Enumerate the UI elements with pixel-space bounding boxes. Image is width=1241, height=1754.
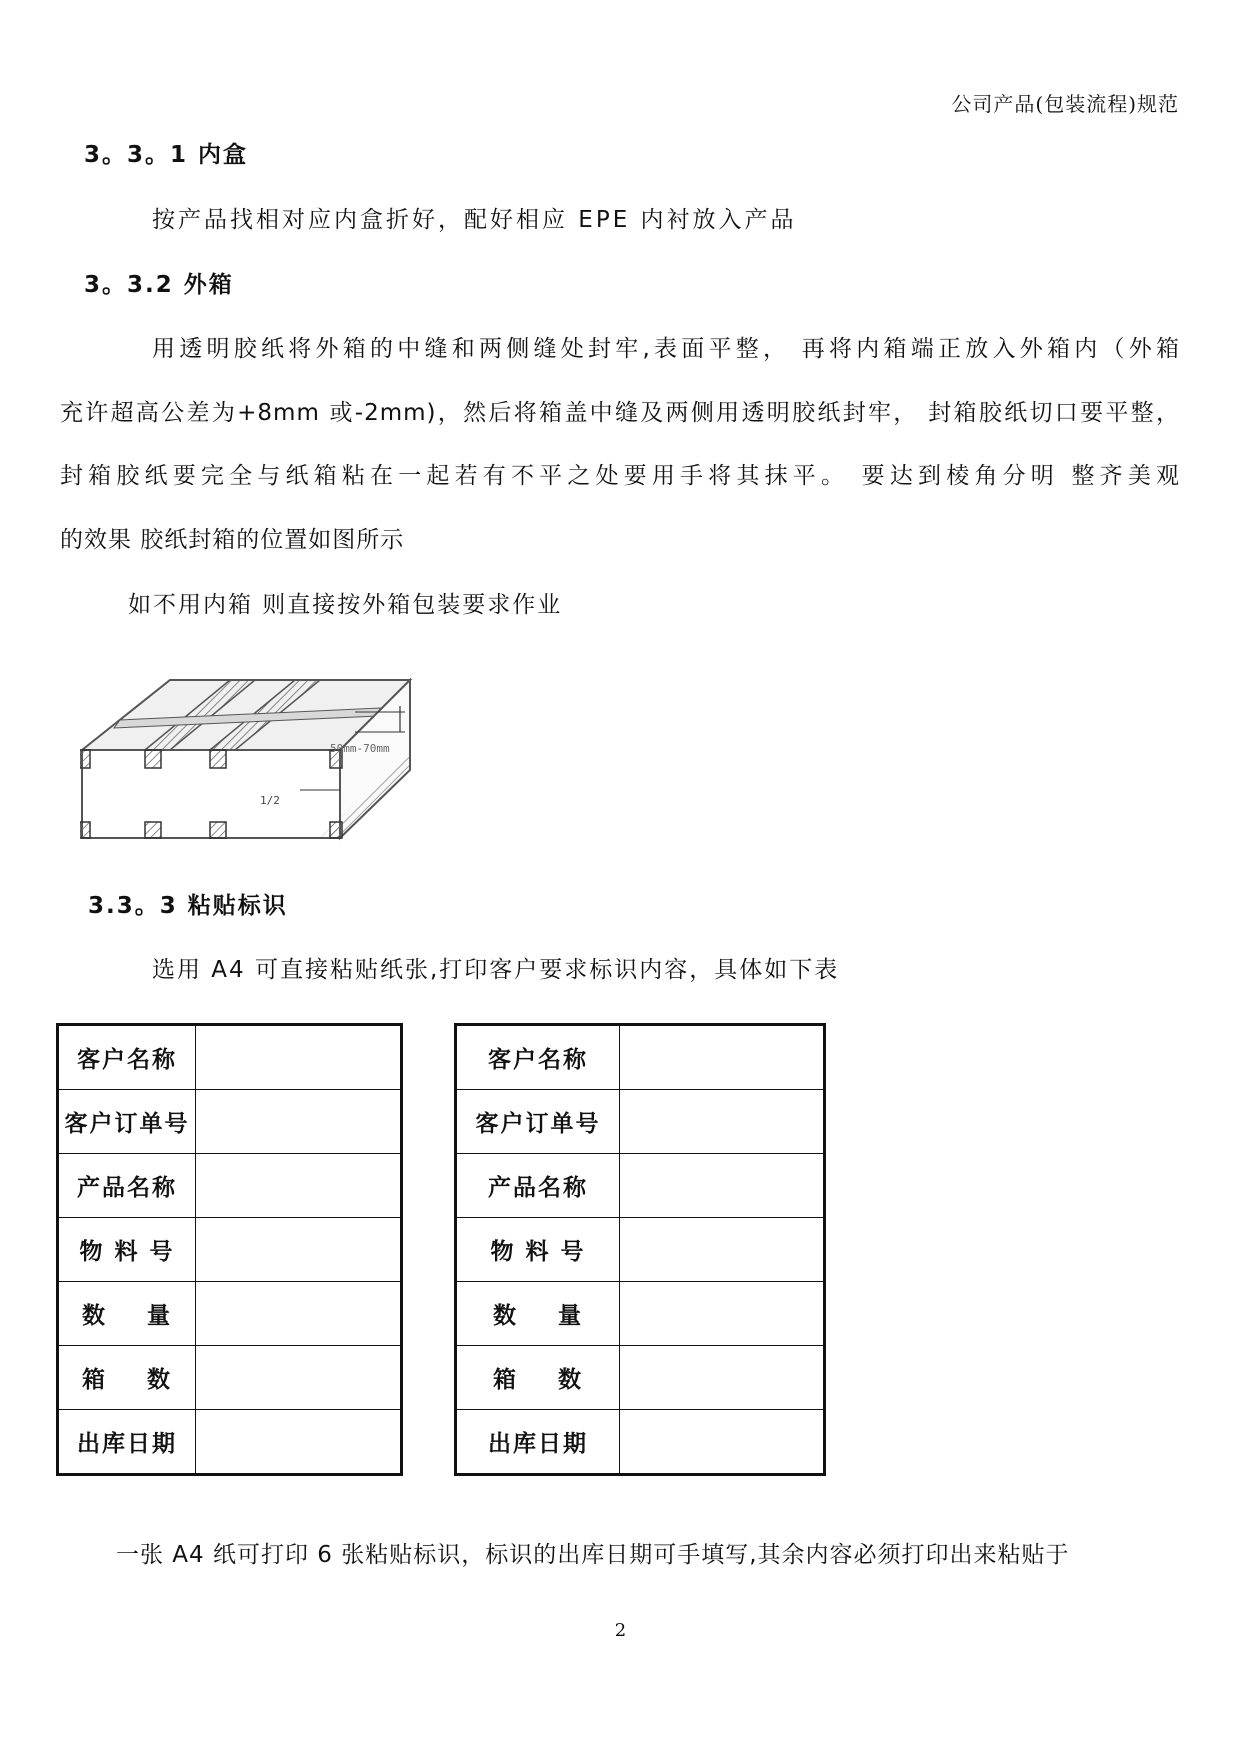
section-heading-3-3-2: 3。3.2 外箱 bbox=[84, 272, 234, 298]
label-value-cell bbox=[196, 1090, 402, 1154]
table-row bbox=[58, 1090, 402, 1154]
tape-square bbox=[210, 750, 226, 768]
table-row bbox=[456, 1025, 825, 1090]
label-key: 产品名称 bbox=[58, 1154, 196, 1218]
tape-square bbox=[145, 750, 161, 768]
label-value-cell bbox=[620, 1346, 825, 1410]
label-value-cell bbox=[196, 1025, 402, 1090]
table-row bbox=[456, 1154, 825, 1218]
box-sealing-diagram bbox=[80, 670, 420, 850]
label-value-cell bbox=[620, 1090, 825, 1154]
half-label: 1/2 bbox=[260, 794, 280, 807]
label-table-right bbox=[454, 1023, 826, 1476]
paragraph-note: 如不用内箱 则直接按外箱包装要求作业 bbox=[128, 592, 563, 618]
label-value-cell bbox=[196, 1154, 402, 1218]
label-key: 物 料 号 bbox=[456, 1218, 620, 1282]
label-key: 箱 数 bbox=[456, 1346, 620, 1410]
tape-square bbox=[80, 750, 90, 768]
label-key: 数 量 bbox=[456, 1282, 620, 1346]
table-row bbox=[456, 1282, 825, 1346]
label-value-cell bbox=[620, 1154, 825, 1218]
label-key: 箱 数 bbox=[58, 1346, 196, 1410]
label-key: 客户名称 bbox=[58, 1025, 196, 1090]
table-row bbox=[456, 1218, 825, 1282]
label-key: 出库日期 bbox=[58, 1410, 196, 1475]
label-key: 出库日期 bbox=[456, 1410, 620, 1475]
label-value-cell bbox=[620, 1410, 825, 1475]
label-key: 物 料 号 bbox=[58, 1218, 196, 1282]
table-row bbox=[456, 1090, 825, 1154]
tape-square bbox=[330, 822, 342, 838]
label-key: 客户订单号 bbox=[58, 1090, 196, 1154]
tape-square bbox=[80, 822, 90, 838]
label-key: 产品名称 bbox=[456, 1154, 620, 1218]
paragraph-inner-box: 按产品找相对应内盒折好，配好相应 EPE 内衬放入产品 bbox=[152, 207, 797, 233]
label-key: 客户订单号 bbox=[456, 1090, 620, 1154]
table-row bbox=[58, 1282, 402, 1346]
table-row bbox=[456, 1346, 825, 1410]
label-value-cell bbox=[196, 1346, 402, 1410]
page-number: 2 bbox=[614, 1620, 627, 1641]
label-value-cell bbox=[196, 1410, 402, 1475]
table-row bbox=[58, 1218, 402, 1282]
page-header: 公司产品(包装流程)规范 bbox=[951, 92, 1179, 116]
section-heading-3-3-1: 3。3。1 内盒 bbox=[84, 142, 249, 168]
table-row bbox=[58, 1346, 402, 1410]
label-key: 客户名称 bbox=[456, 1025, 620, 1090]
section-heading-3-3-3: 3.3。3 粘贴标识 bbox=[88, 893, 288, 919]
paragraph-line-2: 充许超高公差为+8mm 或-2mm)，然后将箱盖中缝及两侧用透明胶纸封牢， 封箱胶纸切口要平整， bbox=[60, 400, 1180, 426]
paragraph-line-4: 的效果 胶纸封箱的位置如图所示 bbox=[60, 527, 405, 553]
label-table-left bbox=[56, 1023, 403, 1476]
paragraph-line-1: 用透明胶纸将外箱的中缝和两侧缝处封牢,表面平整， 再将内箱端正放入外箱内（外箱 bbox=[152, 336, 1180, 362]
label-key: 数 量 bbox=[58, 1282, 196, 1346]
label-value-cell bbox=[196, 1282, 402, 1346]
paragraph-line-3: 封箱胶纸要完全与纸箱粘在一起若有不平之处要用手将其抹平。 要达到棱角分明 整齐美观 bbox=[60, 463, 1180, 489]
table-row bbox=[58, 1410, 402, 1475]
table-row bbox=[58, 1154, 402, 1218]
paragraph-label-paper: 选用 A4 可直接粘贴纸张,打印客户要求标识内容，具体如下表 bbox=[152, 957, 840, 983]
tape-square bbox=[210, 822, 226, 838]
label-value-cell bbox=[620, 1282, 825, 1346]
label-value-cell bbox=[196, 1218, 402, 1282]
paragraph-closing: 一张 A4 纸可打印 6 张粘贴标识，标识的出库日期可手填写,其余内容必须打印出来粘贴于 bbox=[116, 1542, 1070, 1568]
table-row bbox=[58, 1025, 402, 1090]
dimension-label: 50mm-70mm bbox=[330, 742, 390, 755]
label-value-cell bbox=[620, 1218, 825, 1282]
label-value-cell bbox=[620, 1025, 825, 1090]
tape-square bbox=[145, 822, 161, 838]
table-row bbox=[456, 1410, 825, 1475]
